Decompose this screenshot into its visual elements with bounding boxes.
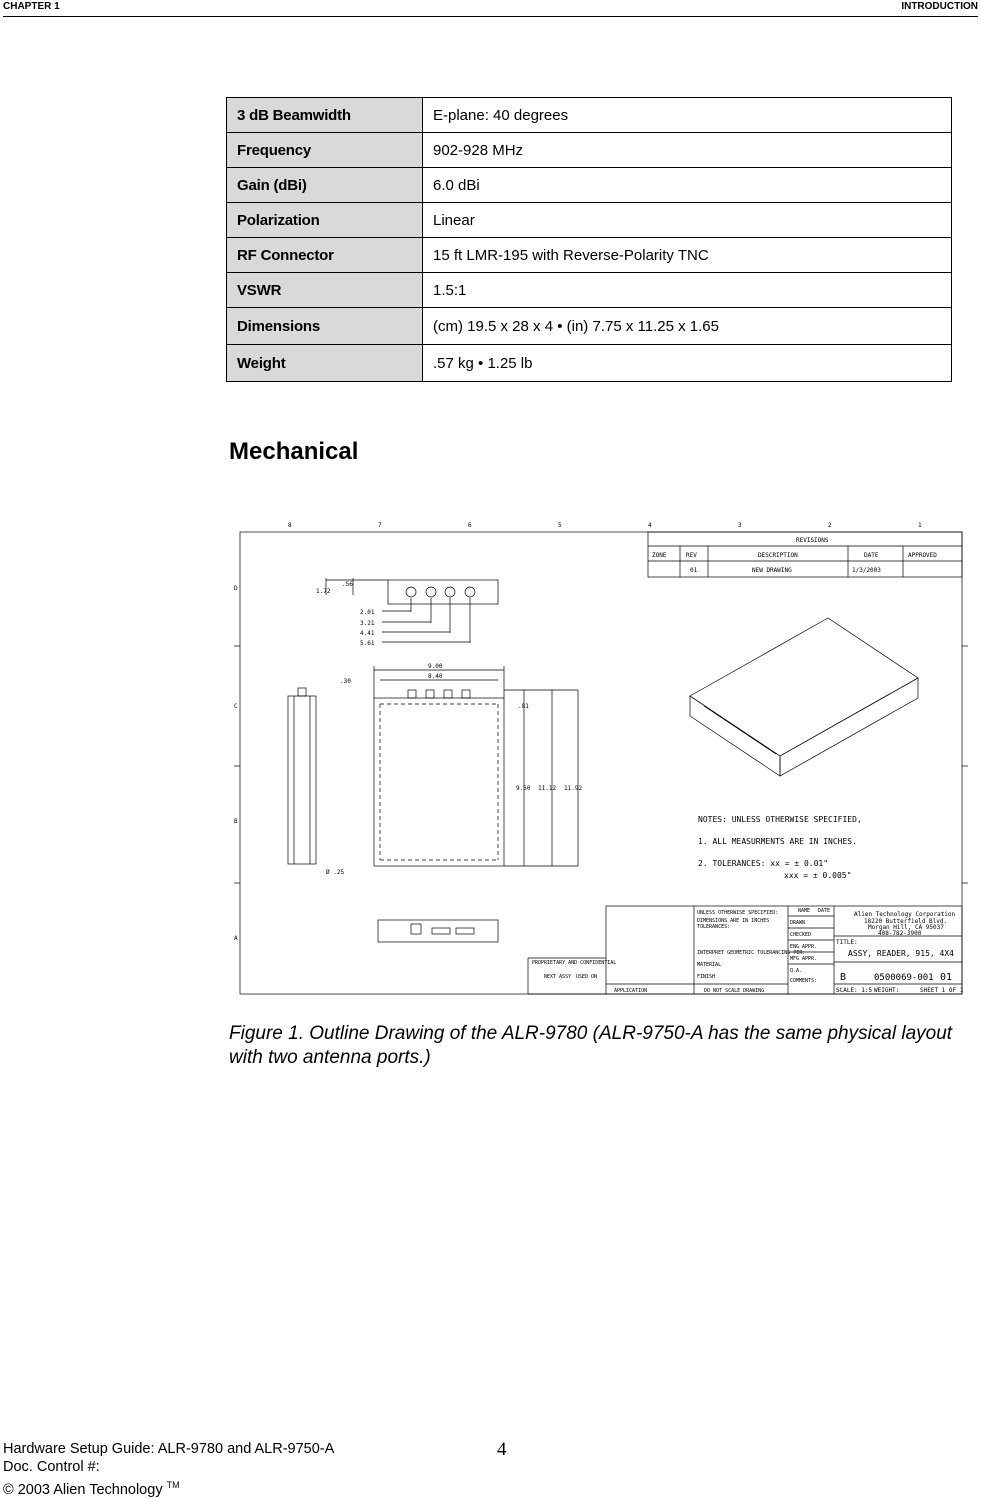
- interpret-label: INTERPRET GEOMETRIC TOLERANCING PER:: [697, 950, 806, 956]
- footer-doc-info: [3, 1440, 334, 1499]
- section-text: INTRODUCTION: [901, 1, 978, 12]
- antenna-port-icon: [406, 587, 416, 597]
- rev-cell: 1/3/2003: [852, 567, 881, 574]
- dwg-no-value: 0500069-001: [874, 973, 934, 983]
- dimension-label: 4.41: [360, 630, 375, 637]
- spec-label: Gain (dBi): [227, 168, 423, 203]
- checked-label: CHECKED: [790, 932, 812, 938]
- used-on-label: USED ON: [576, 974, 598, 980]
- rev-header: REV: [686, 552, 697, 559]
- spec-row: [227, 345, 952, 382]
- zone-label: 3: [738, 522, 742, 529]
- scale-label: SCALE: 1:5: [836, 987, 873, 994]
- note-2: 2. TOLERANCES: xx = ± 0.01": [698, 859, 829, 868]
- front-panel-view: [388, 580, 498, 604]
- spec-row: [227, 168, 952, 203]
- dimension-label: 11.12: [538, 785, 557, 792]
- dims-are-label: DIMENSIONS ARE IN INCHES: [697, 918, 770, 924]
- dimension-label: 9.50: [516, 785, 531, 792]
- dimension-label: 11.92: [564, 785, 583, 792]
- rev-cell: NEW DRAWING: [752, 567, 792, 574]
- spec-label: Polarization: [227, 203, 423, 238]
- spec-label: Frequency: [227, 133, 423, 168]
- spec-label: Weight: [227, 345, 423, 382]
- spec-label: Dimensions: [227, 308, 423, 345]
- spec-row: [227, 238, 952, 273]
- company-address-2: Morgan Hill, CA 95037: [868, 924, 944, 931]
- spec-row: [227, 273, 952, 308]
- spec-row: [227, 203, 952, 238]
- antenna-port-icon: [465, 587, 475, 597]
- figure-caption: Figure 1. Outline Drawing of the ALR-9780 (ALR-9750-A has the same physical layout with two antenna ports.): [229, 1023, 953, 1068]
- spec-value: 1.5:1: [423, 273, 952, 308]
- title-value: ASSY, READER, 915, 4X4: [848, 949, 954, 958]
- spec-row: [227, 308, 952, 345]
- chapter-text: CHAPTER 1: [3, 1, 60, 12]
- dimension-label: .30: [340, 678, 351, 685]
- size-value: B: [840, 972, 847, 983]
- spec-label: VSWR: [227, 273, 423, 308]
- spec-label: RF Connector: [227, 238, 423, 273]
- spec-value: Linear: [423, 203, 952, 238]
- unless-label: UNLESS OTHERWISE SPECIFIED:: [697, 910, 779, 916]
- top-view: [374, 698, 504, 866]
- qa-label: Q.A.: [790, 968, 803, 974]
- trademark: TM: [166, 1480, 180, 1490]
- zone-label: 2: [828, 522, 832, 529]
- spec-label: 3 dB Beamwidth: [227, 98, 423, 133]
- dimension-label: 1.72: [316, 588, 331, 595]
- zone-label: 8: [288, 522, 292, 529]
- company-phone: 408-782-3900: [878, 930, 922, 937]
- dimension-label: .56: [342, 581, 353, 588]
- mfg-appr-label: MFG APPR.: [790, 956, 818, 962]
- note-1: 1. ALL MEASURMENTS ARE IN INCHES.: [698, 837, 857, 846]
- company-name: Alien Technology Corporation: [854, 911, 956, 918]
- rev-header: DATE: [864, 552, 879, 559]
- footer-line-1: Hardware Setup Guide: ALR-9780 and ALR-9750-A: [3, 1441, 335, 1457]
- spec-value: 15 ft LMR-195 with Reverse-Polarity TNC: [423, 238, 952, 273]
- name-header: NAME: [798, 908, 811, 914]
- antenna-port-icon: [445, 587, 455, 597]
- zone-label: D: [234, 585, 238, 592]
- antenna-port-icon: [426, 587, 436, 597]
- dimension-label: 3.21: [360, 620, 375, 627]
- spec-value: 6.0 dBi: [423, 168, 952, 203]
- zone-label: 7: [378, 522, 382, 529]
- rev-header: APPROVED: [908, 552, 937, 559]
- page-number: 4: [497, 1439, 507, 1460]
- do-not-scale-label: DO NOT SCALE DRAWING: [704, 988, 765, 994]
- section-label: [901, 0, 978, 14]
- outline-drawing: [228, 518, 968, 998]
- spec-value: .57 kg • 1.25 lb: [423, 345, 952, 382]
- dimension-label: 9.00: [428, 663, 443, 670]
- rev-cell: 01: [690, 567, 698, 574]
- spec-row: [227, 98, 952, 133]
- spec-table: [226, 97, 952, 382]
- footer-line-3: [3, 1476, 334, 1499]
- spec-value: E-plane: 40 degrees: [423, 98, 952, 133]
- drawing-frame: [240, 532, 962, 994]
- tolerances-label: TOLERANCES:: [697, 924, 731, 930]
- rear-panel-view: [378, 920, 498, 942]
- dimension-label: 2.01: [360, 609, 375, 616]
- weight-label: WEIGHT:: [874, 987, 900, 994]
- zone-label: 6: [468, 522, 472, 529]
- rev-header: ZONE: [652, 552, 667, 559]
- revisions-title: REVISIONS: [796, 537, 829, 544]
- rev-header: DESCRIPTION: [758, 552, 798, 559]
- spec-row: [227, 133, 952, 168]
- company-address-1: 18220 Butterfield Blvd.: [864, 918, 948, 925]
- side-view: [288, 696, 316, 864]
- notes-title: NOTES: UNLESS OTHERWISE SPECIFIED,: [698, 815, 862, 824]
- chapter-label: [3, 0, 60, 14]
- copyright-text: © 2003 Alien Technology: [3, 1481, 163, 1498]
- next-assy-label: NEXT ASSY: [544, 974, 572, 980]
- zone-label: B: [234, 818, 238, 825]
- date-header: DATE: [818, 908, 831, 914]
- title-label: TITLE:: [836, 939, 858, 946]
- isometric-view: [690, 618, 918, 776]
- footer-line-2: Doc. Control #:: [3, 1459, 100, 1475]
- material-label: MATERIAL: [697, 962, 722, 968]
- comments-label: COMMENTS:: [790, 978, 818, 984]
- note-2b: xxx = ± 0.005": [784, 871, 852, 880]
- section-title: Mechanical: [229, 438, 359, 465]
- sheet-label: SHEET 1 OF 1: [920, 987, 964, 994]
- application-label: APPLICATION: [614, 988, 648, 994]
- proprietary-label: PROPRIETARY AND CONFIDENTIAL: [532, 960, 617, 966]
- running-header: [3, 0, 978, 17]
- zone-label: 4: [648, 522, 652, 529]
- dimension-label: .81: [518, 703, 529, 710]
- zone-label: 5: [558, 522, 562, 529]
- dimension-label: Ø .25: [326, 869, 345, 876]
- spec-value: 902-928 MHz: [423, 133, 952, 168]
- spec-table-body: [227, 98, 952, 382]
- dimension-label: 8.40: [428, 673, 443, 680]
- finish-label: FINISH: [697, 974, 716, 980]
- zone-label: A: [234, 935, 238, 942]
- spec-value: (cm) 19.5 x 28 x 4 • (in) 7.75 x 11.25 x 1.65: [423, 308, 952, 345]
- zone-label: C: [234, 703, 238, 710]
- drawn-label: DRAWN: [790, 920, 806, 926]
- dimension-label: 5.61: [360, 640, 375, 647]
- zone-label: 1: [918, 522, 922, 529]
- eng-appr-label: ENG APPR.: [790, 944, 818, 950]
- rev-value: 01: [940, 972, 953, 983]
